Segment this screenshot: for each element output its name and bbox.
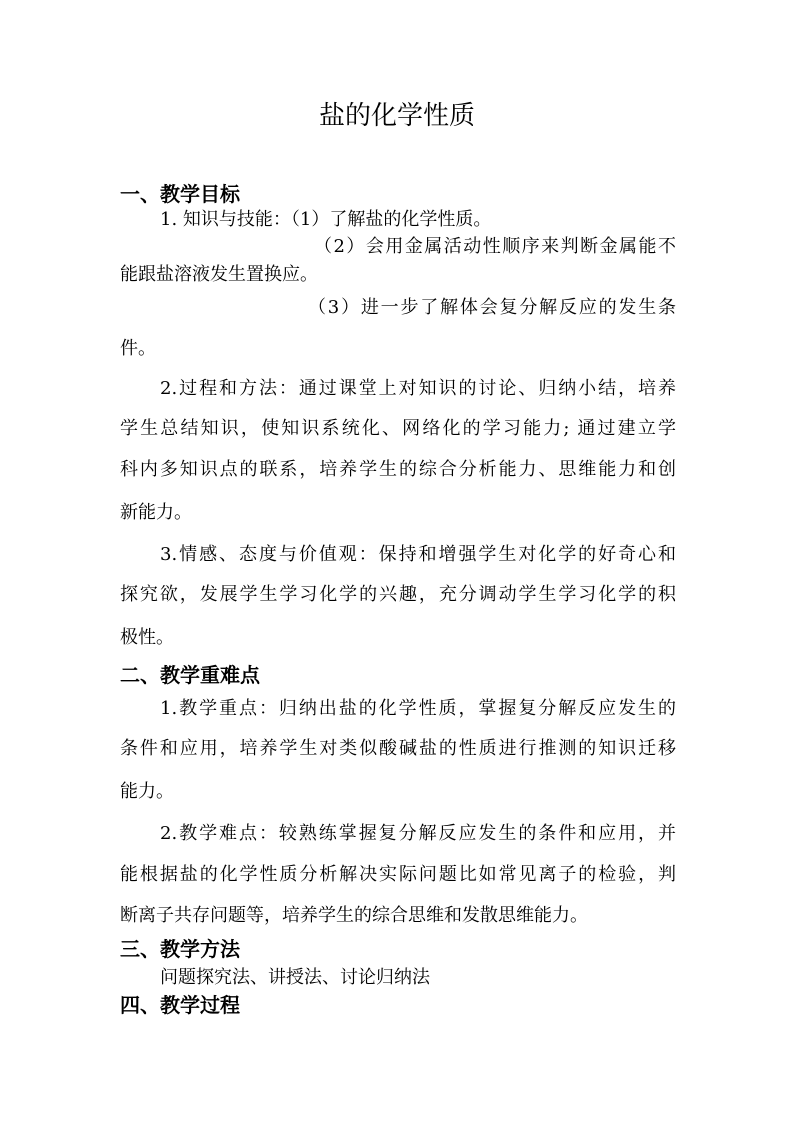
key-point-line-1: 1.教学重点：归纳出盐的化学性质，掌握复分解反应发生的 — [160, 698, 676, 719]
objective-knowledge-line-5: 件。 — [120, 338, 156, 359]
objective-knowledge-line-2: （2）会用金属活动性顺序来判断金属能不 — [314, 236, 676, 257]
objective-emotion-line-2: 探究欲，发展学生学习化学的兴趣，充分调动学生学习化学的积 — [120, 584, 676, 605]
difficulty-line-1: 2.教学难点：较熟练掌握复分解反应发生的条件和应用，并 — [160, 823, 676, 844]
difficulty-line-2: 能根据盐的化学性质分析解决实际问题比如常见离子的检验，判 — [120, 864, 676, 885]
objective-process-line-3: 科内多知识点的联系，培养学生的综合分析能力、思维能力和创 — [120, 459, 676, 480]
section-heading-objectives: 一、教学目标 — [120, 182, 240, 206]
key-point-line-2: 条件和应用，培养学生对类似酸碱盐的性质进行推测的知识迁移 — [120, 738, 676, 759]
objective-knowledge-line-3: 能跟盐溶液发生置换应。 — [120, 264, 318, 285]
key-point-line-3: 能力。 — [120, 781, 174, 802]
document-title: 盐的化学性质 — [318, 101, 475, 131]
objective-process-line-4: 新能力。 — [120, 502, 192, 523]
objective-process-line-1: 2.过程和方法：通过课堂上对知识的讨论、归纳小结，培养 — [160, 378, 676, 399]
objective-knowledge-line-4: （3）进一步了解体会复分解反应的发生条 — [308, 297, 676, 318]
objective-knowledge-line-1: 1. 知识与技能：（1）了解盐的化学性质。 — [160, 209, 492, 230]
section-heading-process: 四、教学过程 — [120, 993, 240, 1017]
difficulty-line-3: 断离子共存问题等，培养学生的综合思维和发散思维能力。 — [120, 905, 588, 926]
methods-line: 问题探究法、讲授法、讨论归纳法 — [160, 967, 430, 988]
objective-emotion-line-1: 3.情感、态度与价值观：保持和增强学生对化学的好奇心和 — [160, 544, 676, 565]
objective-emotion-line-3: 极性。 — [120, 627, 174, 648]
section-heading-methods: 三、教学方法 — [120, 937, 240, 961]
section-heading-key-points: 二、教学重难点 — [120, 663, 260, 687]
objective-process-line-2: 学生总结知识，使知识系统化、网络化的学习能力; 通过建立学 — [120, 418, 676, 439]
